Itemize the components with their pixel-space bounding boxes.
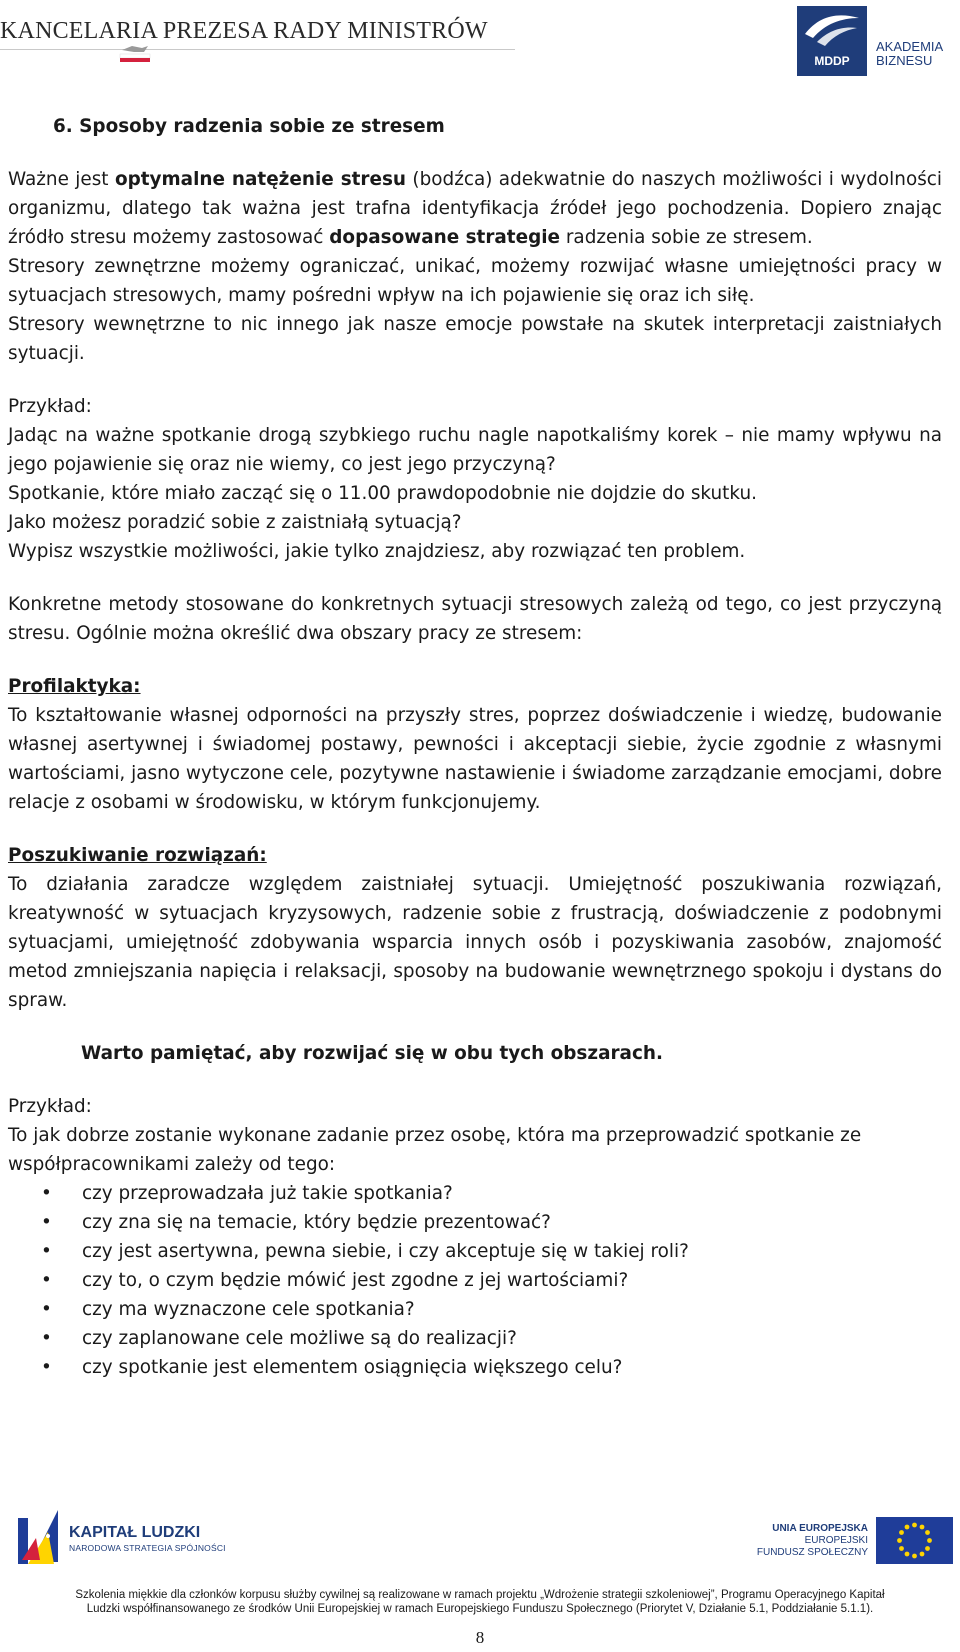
bullet-icon: • xyxy=(41,1357,52,1378)
list-item-text: czy przeprowadzała już takie spotkania? xyxy=(82,1183,453,1204)
footer-note-line1: Szkolenia miękkie dla członków korpusu służby cywilnej są realizowane w ramach projektu „Wdrożenie strategii szkoleniowej”, Programu Operacyjnego Kapitał xyxy=(75,1589,885,1601)
bullet-icon: • xyxy=(41,1183,52,1204)
profilaktyka-heading xyxy=(8,672,942,701)
list-item-text: czy zna się na temacie, który będzie prezentować? xyxy=(82,1212,551,1233)
bullet-icon: • xyxy=(41,1328,52,1349)
eagle-flag-icon xyxy=(118,44,152,64)
profilaktyka-heading-text: Profilaktyka: xyxy=(8,676,141,697)
list-item-text: czy to, o czym będzie mówić jest zgodne z jej wartościami? xyxy=(82,1270,629,1291)
ue-line2: EUROPEJSKI xyxy=(804,1535,868,1546)
intro-bold-optymalne: optymalne natężenie stresu xyxy=(114,169,407,190)
footer-note-line2: Ludzki współfinansowanego ze środków Unii Europejskiej w ramach Europejskiego Funduszu Społecznego (Priorytet V, Działanie 5.1, Poddziałanie 5.1.1). xyxy=(86,1603,874,1615)
document-body xyxy=(8,112,942,1382)
example2-text: To jak dobrze zostanie wykonane zadanie przez osobę, która ma przeprowadzić spotkanie ze współpracownikami zależy od tego: xyxy=(8,1125,862,1175)
paragraph-stresory-wewnetrzne: Stresory wewnętrzne to nic innego jak nasze emocje powstałe na skutek interpretacji zaistniałych sytuacji. xyxy=(8,314,942,364)
header-rule xyxy=(0,49,515,50)
example1-line2: Spotkanie, które miało zacząć się o 11.00 prawdopodobnie nie dojdzie do skutku. xyxy=(8,483,757,504)
example2-label: Przykład: xyxy=(8,1096,92,1117)
list-item-text: czy spotkanie jest elementem osiągnięcia większego celu? xyxy=(82,1357,623,1378)
profilaktyka-text: To kształtowanie własnej odporności na przyszły stres, poprzez doświadczenie i wiedzę, budowanie własnej asertywnej i świadomej postawy, pewności i akceptacji siebie, życie zgodnie z własnymi wartościami, jasno wytyczone cele, pozytywne nastawienie i świadome zarządzanie emocjami, dobre relacje z osobami w środowisku, w którym funkcjonujemy. xyxy=(8,705,942,813)
bullet-icon: • xyxy=(41,1212,52,1233)
intro-text-e: radzenia sobie ze stresem. xyxy=(560,227,813,248)
paragraph-stresory-zewnetrzne: Stresory zewnętrzne możemy ograniczać, unikać, możemy rozwijać własne umiejętności pracy w sytuacjach stresowych, mamy pośredni wpływ na ich pojawienie się oraz ich siłę. xyxy=(8,256,942,306)
section-heading: 6. Sposoby radzenia sobie ze stresem xyxy=(53,116,445,137)
footer-note xyxy=(0,1588,960,1616)
list-item xyxy=(8,1266,942,1295)
list-item xyxy=(8,1353,942,1382)
example1-line4: Wypisz wszystkie możliwości, jakie tylko znajdziesz, aby rozwiązać ten problem. xyxy=(8,541,746,562)
intro-text-c: (bodźca) adekwatnie do naszych możliwości i wydolności organizmu, dlatego tak ważna jest trafna identyfikacja źródeł jego pochodzenia. Dopiero znając źródło stresu możemy zastosować xyxy=(8,169,942,248)
list-item-text: czy zaplanowane cele możliwe są do realizacji? xyxy=(82,1328,517,1349)
mddp-label: MDDP xyxy=(814,54,850,68)
intro-text-a: Ważne jest xyxy=(8,169,115,190)
question-list xyxy=(8,1179,942,1382)
list-item xyxy=(8,1237,942,1266)
mddp-swoosh-icon xyxy=(797,6,867,56)
example1-label: Przykład: xyxy=(8,396,92,417)
ue-efs-label xyxy=(742,1523,868,1559)
page-number: 8 xyxy=(475,1628,485,1647)
example1-line3: Jako możesz poradzić sobie z zaistniałą sytuacją? xyxy=(8,512,462,533)
list-item-text: czy jest asertywna, pewna siebie, i czy akceptuje się w takiej roli? xyxy=(82,1241,689,1262)
kapital-ludzki-logo-icon xyxy=(18,1508,64,1568)
list-item xyxy=(8,1179,942,1208)
bullet-icon: • xyxy=(41,1270,52,1291)
kapital-ludzki-title: KAPITAŁ LUDZKI xyxy=(69,1524,201,1541)
intro-bold-strategie: dopasowane strategie xyxy=(329,227,561,248)
warto-pamietac: Warto pamiętać, aby rozwijać się w obu tych obszarach. xyxy=(81,1043,663,1064)
poszukiwanie-heading-text: Poszukiwanie rozwiązań: xyxy=(8,845,267,866)
ue-line3: FUNDUSZ SPOŁECZNY xyxy=(756,1547,868,1558)
kapital-ludzki-subtitle: NARODOWA STRATEGIA SPÓJNOŚCI xyxy=(69,1543,226,1553)
mddp-logo xyxy=(797,6,867,76)
list-item xyxy=(8,1208,942,1237)
akademia-line1: AKADEMIA xyxy=(876,39,944,54)
list-item xyxy=(8,1324,942,1353)
list-item-text: czy ma wyznaczone cele spotkania? xyxy=(82,1299,415,1320)
akademia-line2: BIZNESU xyxy=(876,53,933,68)
bullet-icon: • xyxy=(41,1299,52,1320)
eu-flag-icon xyxy=(876,1517,953,1564)
ue-line1: UNIA EUROPEJSKA xyxy=(772,1523,868,1534)
poszukiwanie-text: To działania zaradcze względem zaistniałej sytuacji. Umiejętność poszukiwania rozwiązań, kreatywność w sytuacjach kryzysowych, radzenie sobie z frustracją, doświadczenie z podobnymi sytuacjami, umiejętność zdobywania wsparcia innych osób i pozyskiwania zasobów, znajomość metod zmniejszania napięcia i relaksacji, sposoby na budowanie wewnętrznego spokoju i dystans do spraw. xyxy=(8,874,942,1011)
list-item xyxy=(8,1295,942,1324)
akademia-biznesu-logo xyxy=(876,40,943,68)
example1-text: Jadąc na ważne spotkanie drogą szybkiego ruchu nagle napotkaliśmy korek – nie mamy wpływu na jego pojawienie się oraz nie wiemy, co jest jego przyczyną? xyxy=(8,425,942,475)
paragraph-intro xyxy=(8,165,942,252)
header-title: KANCELARIA PREZESA RADY MINISTRÓW xyxy=(0,18,488,44)
bullet-icon: • xyxy=(41,1241,52,1262)
paragraph-metody: Konkretne metody stosowane do konkretnych sytuacji stresowych zależą od tego, co jest przyczyną stresu. Ogólnie można określić dwa obszary pracy ze stresem: xyxy=(8,594,942,644)
poszukiwanie-heading xyxy=(8,841,942,870)
